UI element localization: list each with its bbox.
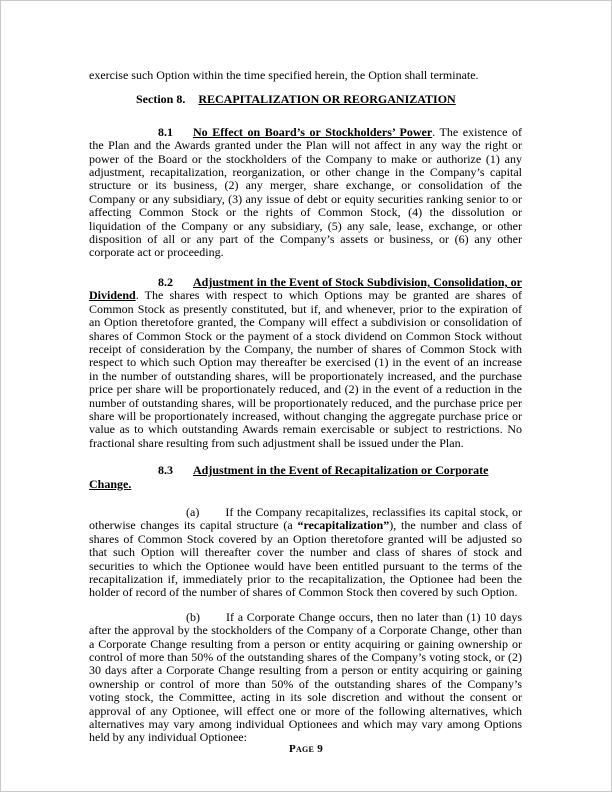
clause-8-3-number: 8.3 [158, 463, 173, 478]
section-8-title: RECAPITALIZATION OR REORGANIZATION [198, 92, 456, 107]
clause-8-2-heading: Adjustment in the Event of Stock Subdivision, Consolidation, or Dividend [89, 274, 522, 303]
recapitalization-term: “recapitalization” [297, 518, 390, 533]
paragraph-8-2 [89, 276, 522, 450]
paragraph-intro [89, 69, 522, 82]
section-8-label: Section 8. [136, 92, 186, 107]
subclause-a-number: (a) [186, 504, 200, 519]
clause-8-1-heading: No Effect on Board’s or Stockholders’ Power [193, 124, 433, 139]
section-8-heading [89, 93, 522, 106]
clause-8-3-heading: Adjustment in the Event of Recapitalization or Corporate Change. [89, 463, 489, 491]
clause-8-2-number: 8.2 [158, 274, 173, 289]
paragraph-8-3-b [89, 611, 522, 745]
subclause-b-number: (b) [186, 609, 200, 624]
subclause-b-body: If a Corporate Change occurs, then no later than (1) 10 days after the approval by the stockholders of the Company of a Corporate Change, other than a Corporate Change resulting from a person or entity acquiring or gaining ownership or control of more than 50% of the outstanding shares of the Company’s voting stock, or (2) 30 days after a Corporate Change resulting from a person or entity acquiring or gaining ownership or control of more than 50% of the outstanding shares of the Company’s voting stock, the Committee, acting in its sole discretion and without the consent or approval of any Optionee, will effect one or more of the following alternatives, which alternatives may vary among individual Optionees and which may vary among Options held by any individual Optionee: [89, 609, 522, 745]
intro-text: exercise such Option within the time specified herein, the Option shall terminate. [89, 68, 479, 82]
subclause-a-body-pre: If the Company recapitalizes, reclassifies its capital stock, or otherwise changes its capital structure (a [89, 504, 522, 533]
clause-8-1-number: 8.1 [158, 124, 173, 139]
subclause-a-body-post: ), the number and class of shares of Common Stock covered by an Option theretofore granted will be adjusted so that such Option will thereafter cover the number and class of shares of stock and securities to which the Optionee would have been entitled pursuant to the terms of the recapitalization if, immediately prior to the recapitalization, the Optionee had been the holder of record of the number of shares of Common Stock then covered by such Option. [89, 518, 522, 600]
paragraph-8-3-heading [89, 464, 522, 491]
paragraph-8-3-a [89, 506, 522, 600]
clause-8-2-body: . The shares with respect to which Options may be granted are shares of Common Stock as presently constituted, but if, and whenever, prior to the expiration of an Option theretofore granted, the Company will effect a subdivision or consolidation of shares of Common Stock or the payment of a stock dividend on Common Stock without receipt of consideration by the Company, the number of shares of Common Stock with respect to which such Option may thereafter be exercised (1) in the event of an increase in the number of outstanding shares, will be proportionately increased, and the purchase price per share will be proportionately reduced, and (2) in the event of a reduction in the number of outstanding shares, will be proportionately reduced, and the purchase price per share will be proportionately increased, without changing the aggregate purchase price or value as to which outstanding Awards remain exercisable or subject to restrictions. No fractional share resulting from such adjustment shall be issued under the Plan. [89, 288, 522, 450]
paragraph-8-1 [89, 126, 522, 260]
clause-8-1-body: . The existence of the Plan and the Awards granted under the Plan will not affect in any way the right or power of the Board or the stockholders of the Company to make or authorize (1) any adjustment, recapitalization, reorganization, or other change in the Company’s capital structure or its business, (2) any merger, share exchange, or consolidation of the Company or any subsidiary, (3) any issue of debt or equity securities ranking senior to or affecting Common Stock or the rights of Common Stock, (4) the dissolution or liquidation of the Company or any subsidiary, (5) any sale, lease, exchange, or other disposition of all or any part of the Company’s assets or business, or (6) any other corporate act or proceeding. [89, 124, 523, 260]
page-number-footer: Page 9 [288, 743, 324, 755]
